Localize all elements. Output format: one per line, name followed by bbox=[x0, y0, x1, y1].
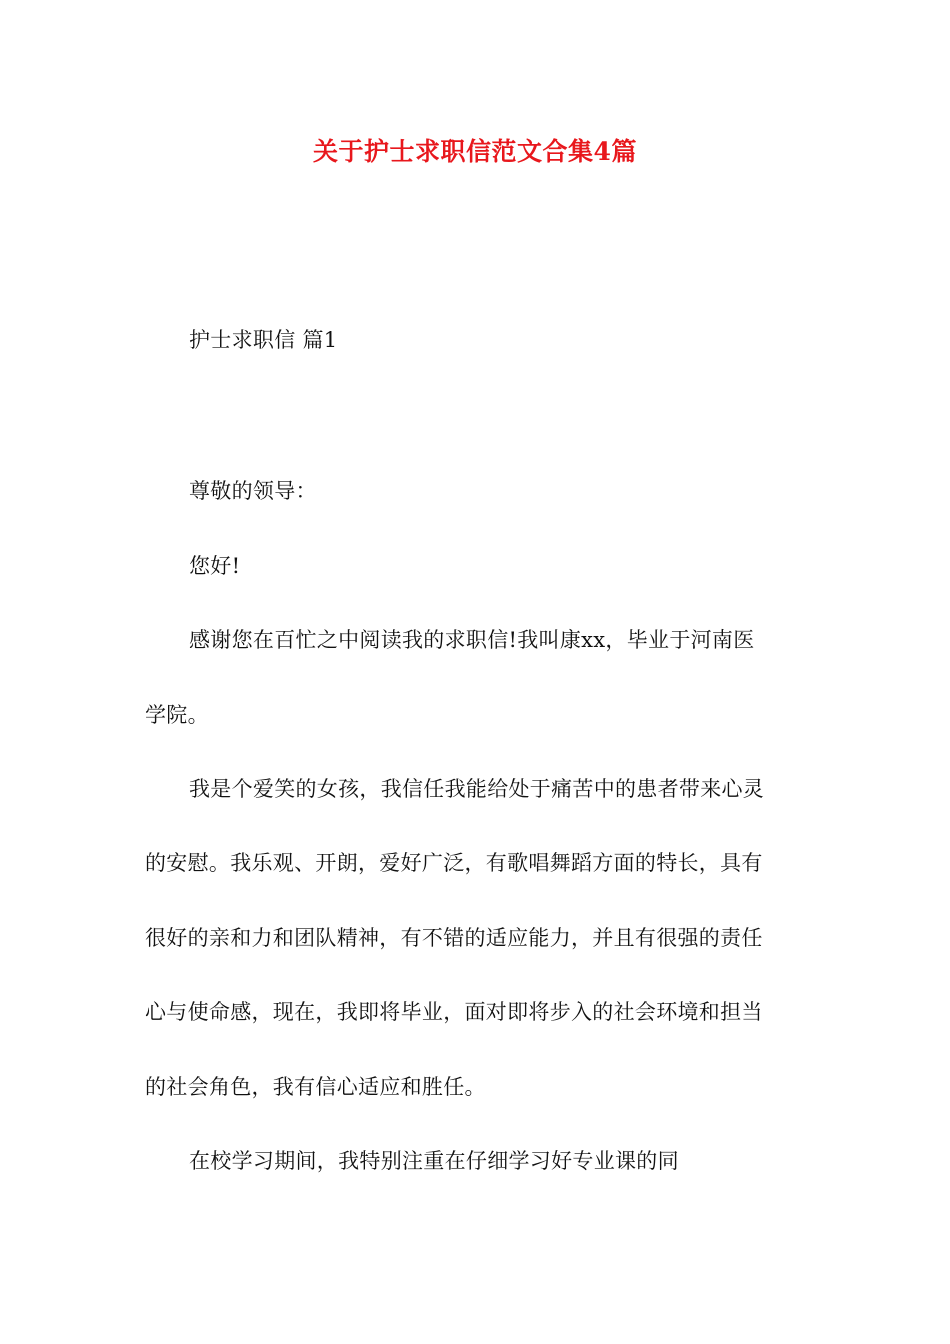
paragraph-line: 在校学习期间，我特别注重在仔细学习好专业课的同 bbox=[189, 1149, 679, 1173]
document-title: 关于护士求职信范文合集4篇 bbox=[313, 137, 637, 166]
paragraph-line: 感谢您在百忙之中阅读我的求职信!我叫康xx，毕业于河南医 bbox=[189, 628, 755, 652]
paragraph-line: 的社会角色，我有信心适应和胜任。 bbox=[145, 1075, 486, 1099]
paragraph-line: 的安慰。我乐观、开朗，爱好广泛，有歌唱舞蹈方面的特长，具有 bbox=[145, 851, 763, 875]
salutation: 尊敬的领导： bbox=[189, 479, 317, 503]
greeting: 您好! bbox=[189, 554, 241, 578]
paragraph-line: 我是个爱笑的女孩，我信任我能给处于痛苦中的患者带来心灵 bbox=[189, 777, 765, 801]
paragraph-line: 心与使命感，现在，我即将毕业，面对即将步入的社会环境和担当 bbox=[145, 1000, 763, 1024]
paragraph-line: 学院。 bbox=[145, 703, 209, 727]
paragraph-line: 很好的亲和力和团队精神，有不错的适应能力，并且有很强的责任 bbox=[145, 926, 763, 950]
section-heading: 护士求职信 篇1 bbox=[189, 328, 338, 352]
